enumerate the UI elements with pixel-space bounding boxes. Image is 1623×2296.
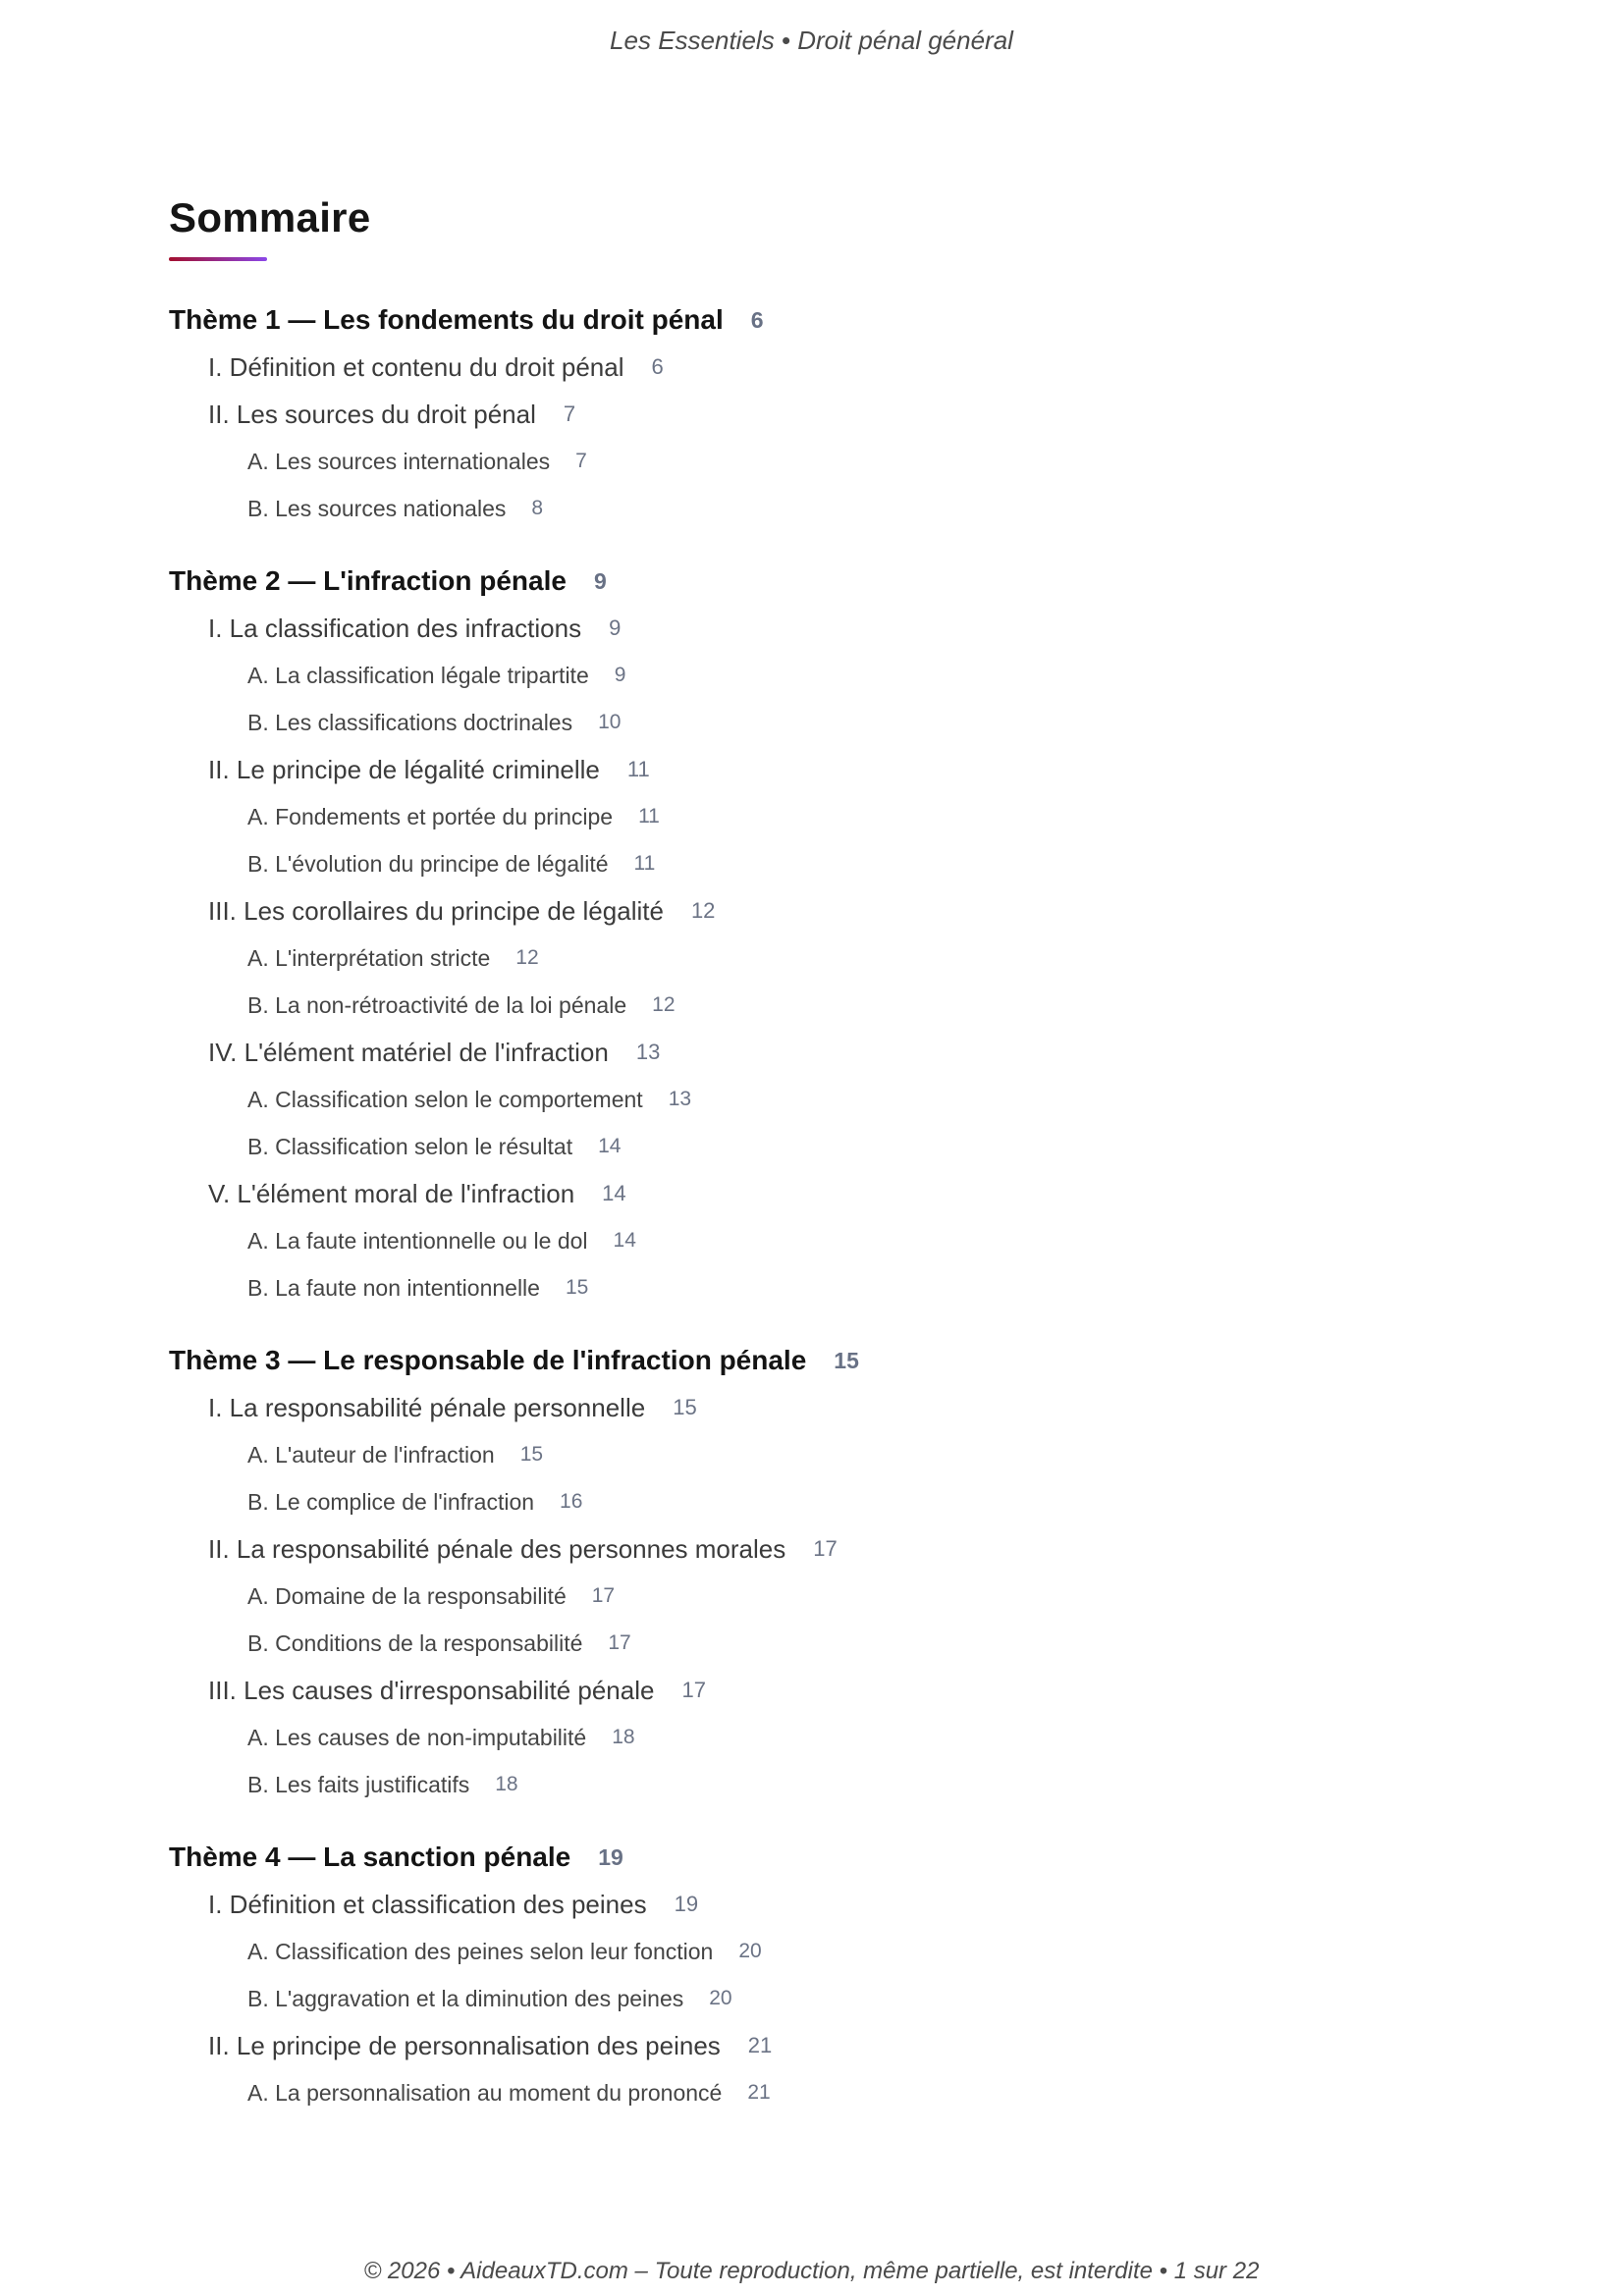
toc-page-number: 7 [575, 450, 587, 472]
toc-page-number: 8 [531, 497, 544, 519]
toc-page-number: 17 [813, 1536, 838, 1561]
toc-entry-label: A. La personnalisation au moment du prononcé [247, 2079, 723, 2106]
toc-section-entry[interactable] [169, 1881, 1445, 1928]
toc-section-entry[interactable] [169, 1170, 1445, 1217]
toc-page-number: 15 [519, 1443, 544, 1466]
toc-entry-label: II. Les sources du droit pénal [208, 399, 536, 429]
toc-entry-label: Thème 2 — L'infraction pénale [169, 565, 567, 596]
toc-page-number: 21 [747, 2033, 773, 2057]
toc-page-number: 6 [651, 354, 664, 379]
toc-entry-label: A. Les causes de non-imputabilité [247, 1724, 587, 1750]
toc-entry-label: III. Les causes d'irresponsabilité pénale [208, 1675, 655, 1705]
toc-page-number: 15 [565, 1276, 589, 1299]
toc-subsection-entry[interactable] [169, 2069, 1445, 2116]
page-footer: © 2026 • AideauxTD.com – Toute reproduction, même partielle, est interdite • 1 sur 22 [363, 2258, 1260, 2284]
toc-section-entry[interactable] [169, 2022, 1445, 2069]
toc-entry-label: B. Les classifications doctrinales [247, 709, 573, 735]
toc-subsection-entry[interactable] [169, 1217, 1445, 1264]
toc-page-number: 14 [602, 1181, 626, 1205]
toc-subsection-entry[interactable] [169, 438, 1445, 485]
toc-subsection-entry[interactable] [169, 1076, 1445, 1123]
toc-section-entry[interactable] [169, 887, 1445, 934]
toc-page-number: 17 [681, 1678, 706, 1702]
toc-entry-label: V. L'élément moral de l'infraction [208, 1178, 575, 1208]
toc-theme-entry[interactable] [169, 1337, 1445, 1384]
toc-entry-label: Thème 1 — Les fondements du droit pénal [169, 304, 724, 335]
running-header: Les Essentiels • Droit pénal général [610, 26, 1013, 55]
toc-page-number: 17 [591, 1584, 616, 1607]
toc-subsection-entry[interactable] [169, 485, 1445, 532]
toc-subsection-entry[interactable] [169, 1620, 1445, 1667]
toc-theme-entry[interactable] [169, 296, 1445, 344]
toc-entry-label: B. L'évolution du principe de légalité [247, 850, 609, 877]
toc-page-number: 15 [834, 1347, 859, 1373]
toc-section-entry[interactable] [169, 344, 1445, 391]
toc-page-number: 12 [690, 898, 716, 923]
toc-entry-label: Thème 4 — La sanction pénale [169, 1842, 571, 1872]
toc-entry-label: A. Classification des peines selon leur fonction [247, 1938, 714, 1964]
toc-entry-label: B. Le complice de l'infraction [247, 1488, 535, 1515]
toc-section-entry[interactable] [169, 1384, 1445, 1431]
toc-page-number: 11 [633, 852, 656, 875]
title-accent-underline [169, 257, 267, 261]
toc-subsection-entry[interactable] [169, 699, 1445, 746]
toc-theme-entry[interactable] [169, 558, 1445, 605]
toc-page-number: 17 [608, 1631, 631, 1654]
toc-subsection-entry[interactable] [169, 1761, 1445, 1808]
table-of-contents [169, 296, 1445, 2116]
toc-entry-label: B. La faute non intentionnelle [247, 1274, 540, 1301]
toc-subsection-entry[interactable] [169, 840, 1445, 887]
toc-entry-label: B. Les faits justificatifs [247, 1771, 470, 1797]
toc-subsection-entry[interactable] [169, 1573, 1445, 1620]
toc-page-number: 14 [598, 1135, 622, 1157]
toc-page-number: 11 [638, 805, 660, 828]
toc-page-number: 20 [709, 1987, 732, 2009]
toc-subsection-entry[interactable] [169, 652, 1445, 699]
toc-entry-label: A. Fondements et portée du principe [247, 803, 614, 829]
toc-entry-label: B. La non-rétroactivité de la loi pénale [247, 991, 627, 1018]
toc-page-number: 11 [626, 757, 650, 781]
toc-entry-label: A. Domaine de la responsabilité [247, 1582, 567, 1609]
toc-page-number: 21 [747, 2081, 771, 2104]
toc-page-number: 15 [673, 1395, 697, 1419]
toc-entry-label: A. L'auteur de l'infraction [247, 1441, 495, 1468]
toc-section-entry[interactable] [169, 746, 1445, 793]
toc-subsection-entry[interactable] [169, 982, 1445, 1029]
toc-entry-label: A. L'interprétation stricte [247, 944, 491, 971]
toc-entry-label: IV. L'élément matériel de l'infraction [208, 1037, 609, 1067]
toc-page-number: 18 [612, 1726, 635, 1748]
toc-entry-label: III. Les corollaires du principe de légalité [208, 895, 664, 926]
toc-subsection-entry[interactable] [169, 1123, 1445, 1170]
toc-page-number: 7 [563, 401, 576, 426]
toc-entry-label: II. Le principe de personnalisation des peines [208, 2030, 721, 2060]
toc-page-number: 12 [652, 993, 676, 1016]
toc-section-entry[interactable] [169, 391, 1445, 438]
toc-entry-label: I. La responsabilité pénale personnelle [208, 1392, 646, 1422]
toc-page-number: 9 [609, 615, 622, 640]
toc-entry-label: B. Conditions de la responsabilité [247, 1629, 583, 1656]
toc-section-entry[interactable] [169, 1667, 1445, 1714]
toc-subsection-entry[interactable] [169, 1431, 1445, 1478]
toc-page-number: 19 [598, 1843, 623, 1870]
toc-page-number: 9 [593, 567, 607, 594]
toc-page-number: 16 [560, 1490, 583, 1513]
toc-subsection-entry[interactable] [169, 1714, 1445, 1761]
toc-subsection-entry[interactable] [169, 793, 1445, 840]
toc-entry-label: B. L'aggravation et la diminution des peines [247, 1985, 684, 2011]
toc-section-entry[interactable] [169, 605, 1445, 652]
toc-page-number: 19 [674, 1892, 699, 1916]
toc-entry-label: I. Définition et classification des peines [208, 1889, 647, 1919]
toc-title: Sommaire [169, 194, 371, 240]
toc-entry-label: B. Les sources nationales [247, 495, 507, 521]
toc-entry-label: I. La classification des infractions [208, 613, 582, 643]
toc-subsection-entry[interactable] [169, 1264, 1445, 1311]
toc-entry-label: Thème 3 — Le responsable de l'infraction pénale [169, 1345, 807, 1375]
toc-entry-label: A. Les sources internationales [247, 448, 551, 474]
toc-page-number: 20 [738, 1940, 762, 1962]
toc-entry-label: II. Le principe de légalité criminelle [208, 754, 600, 784]
toc-theme-entry[interactable] [169, 1834, 1445, 1881]
toc-subsection-entry[interactable] [169, 1975, 1445, 2022]
toc-entry-label: A. La faute intentionnelle ou le dol [247, 1227, 588, 1254]
toc-page-number: 14 [613, 1229, 636, 1252]
toc-page-number: 6 [750, 306, 764, 333]
toc-entry-label: A. La classification légale tripartite [247, 662, 589, 688]
toc-entry-label: A. Classification selon le comportement [247, 1086, 643, 1112]
toc-page-number: 13 [668, 1088, 692, 1110]
toc-subsection-entry[interactable] [169, 934, 1445, 982]
toc-section-entry[interactable] [169, 1525, 1445, 1573]
toc-subsection-entry[interactable] [169, 1928, 1445, 1975]
toc-subsection-entry[interactable] [169, 1478, 1445, 1525]
toc-entry-label: I. Définition et contenu du droit pénal [208, 351, 624, 382]
toc-page-number: 13 [635, 1040, 661, 1064]
toc-page-number: 12 [515, 946, 539, 969]
toc-page-number: 18 [495, 1773, 518, 1795]
toc-page-number: 9 [614, 664, 626, 686]
toc-section-entry[interactable] [169, 1029, 1445, 1076]
toc-entry-label: B. Classification selon le résultat [247, 1133, 573, 1159]
toc-page-number: 10 [598, 711, 622, 733]
toc-entry-label: II. La responsabilité pénale des personnes morales [208, 1533, 786, 1564]
